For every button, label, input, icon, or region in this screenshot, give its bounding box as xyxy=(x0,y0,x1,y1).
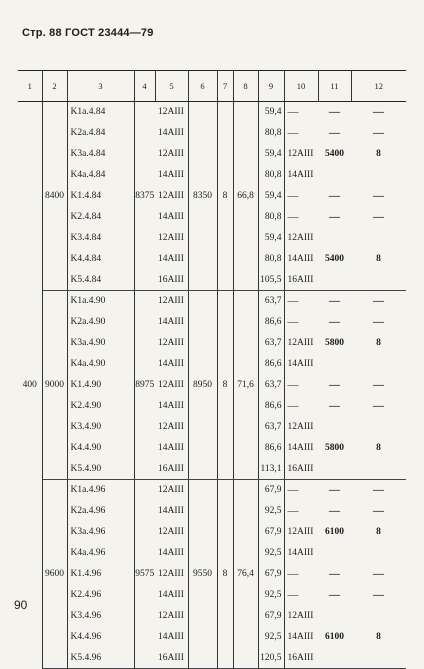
value-cell: 86,6 xyxy=(258,354,284,375)
rebar-cell: 12AIII xyxy=(155,416,188,437)
value-cell: 86,6 xyxy=(258,395,284,416)
rebar-cell: 14AIII xyxy=(155,543,188,564)
mass-cell: 76,4 xyxy=(233,480,258,669)
mark-cell: K1.4.96 xyxy=(67,564,134,585)
mark-cell: K4a.4.96 xyxy=(67,543,134,564)
mark-cell: K4a.4.90 xyxy=(67,354,134,375)
mark-cell: K1a.4.84 xyxy=(67,102,134,123)
value-cell: 80,8 xyxy=(258,248,284,269)
column-header: 7 xyxy=(217,71,233,102)
value-cell: 80,8 xyxy=(258,206,284,227)
rebar-cell: 14AIII xyxy=(155,123,188,144)
value-cell: 67,9 xyxy=(258,564,284,585)
rebar2-cell: — xyxy=(287,379,299,392)
dim2-cell: 8950 xyxy=(188,291,217,480)
dim2-cell: 8350 xyxy=(188,102,217,291)
value-cell: 105,5 xyxy=(258,269,284,290)
count2-cell: 8 xyxy=(376,527,381,538)
column-header: 5 xyxy=(155,71,188,102)
value-cell: 80,8 xyxy=(258,123,284,144)
rebar2-cell: — xyxy=(287,106,299,119)
rebar2-cell: — xyxy=(287,505,299,518)
mark-cell: K2a.4.84 xyxy=(67,123,134,144)
rebar2-cell: 14AIII xyxy=(287,170,314,181)
length2-cell: — xyxy=(329,588,340,601)
value-cell: 67,9 xyxy=(258,605,284,626)
mark-cell: K2a.4.96 xyxy=(67,501,134,522)
rebar-cell: 14AIII xyxy=(155,626,188,647)
rebar-cell: 12AIII xyxy=(155,375,188,396)
mark-cell: K5.4.96 xyxy=(67,647,134,668)
count2-cell: — xyxy=(373,190,384,202)
rebar2-cell: 12AIII xyxy=(287,338,314,349)
rebar-cell: 12AIII xyxy=(155,186,188,207)
rebar-cell: 16AIII xyxy=(155,269,188,290)
rebar-cell: 14AIII xyxy=(155,354,188,375)
length2-cell: — xyxy=(329,568,340,581)
column-header: 9 xyxy=(258,71,284,102)
count2-cell: — xyxy=(373,568,384,581)
mark-cell: K3.4.96 xyxy=(67,605,134,626)
rebar2-cell: 12AIII xyxy=(287,149,314,160)
count2-cell: 8 xyxy=(376,631,381,642)
value-cell: 86,6 xyxy=(258,437,284,458)
count2-cell xyxy=(351,543,406,564)
mark-cell: K5.4.90 xyxy=(67,458,134,479)
rebar2-cell: 16AIII xyxy=(284,269,318,290)
rebar-cell: 16AIII xyxy=(155,647,188,668)
mark-cell: K3a.4.90 xyxy=(67,333,134,354)
value-cell: 92,5 xyxy=(258,543,284,564)
rebar-cell: 14AIII xyxy=(155,206,188,227)
rebar-cell: 12AIII xyxy=(155,605,188,626)
length2-cell: 5400 xyxy=(325,149,344,160)
value-cell: 92,5 xyxy=(258,501,284,522)
value-cell: 92,5 xyxy=(258,584,284,605)
length2-cell: — xyxy=(329,190,340,202)
rebar2-cell: 14AIII xyxy=(287,442,314,453)
rebar-cell: 14AIII xyxy=(155,437,188,458)
count2-cell: — xyxy=(373,316,384,329)
count2-cell: — xyxy=(373,505,384,518)
count-cell: 8 xyxy=(217,291,233,480)
count2-cell xyxy=(351,354,406,375)
length2-cell xyxy=(318,354,351,375)
mark-cell: K4.4.90 xyxy=(67,437,134,458)
rebar-cell: 14AIII xyxy=(155,165,188,186)
specification-table xyxy=(18,70,406,669)
rebar2-cell: — xyxy=(287,316,299,329)
length2-cell xyxy=(318,165,351,186)
rebar2-cell: 12AIII xyxy=(287,610,314,621)
length2-cell: 5400 xyxy=(325,253,344,264)
count2-cell: — xyxy=(373,588,384,601)
value-cell: 86,6 xyxy=(258,312,284,333)
value-cell: 59,4 xyxy=(258,186,284,207)
length2-cell xyxy=(318,416,351,437)
length2-cell: — xyxy=(329,399,340,412)
count2-cell: 8 xyxy=(376,442,381,453)
column-header: 11 xyxy=(318,71,351,102)
count2-cell: 8 xyxy=(376,338,381,349)
column-header: 1 xyxy=(18,71,42,102)
length2-cell: — xyxy=(329,127,340,140)
rebar-cell: 14AIII xyxy=(155,312,188,333)
mark-cell: K3a.4.96 xyxy=(67,522,134,543)
count2-cell: 8 xyxy=(376,253,381,264)
count2-cell: — xyxy=(373,379,384,392)
rebar-cell: 12AIII xyxy=(155,144,188,165)
column-header: 8 xyxy=(233,71,258,102)
count2-cell xyxy=(351,647,406,668)
rebar2-cell: 14AIII xyxy=(287,359,314,370)
length2-cell: — xyxy=(329,379,340,392)
mark-cell: K1.4.84 xyxy=(67,186,134,207)
length2-cell xyxy=(318,605,351,626)
mark-cell: K3.4.90 xyxy=(67,416,134,437)
count-cell: 8 xyxy=(217,480,233,669)
count2-cell xyxy=(351,458,406,479)
rebar-cell: 16AIII xyxy=(155,458,188,479)
count2-cell: — xyxy=(373,106,384,119)
length2-cell xyxy=(318,647,351,668)
rebar-cell: 14AIII xyxy=(155,584,188,605)
length-cell: 9000 xyxy=(42,291,67,480)
rebar2-cell: 12AIII xyxy=(287,421,314,432)
column-header: 10 xyxy=(284,71,318,102)
count2-cell: 8 xyxy=(376,149,381,160)
value-cell: 113,1 xyxy=(258,458,284,479)
count-cell: 8 xyxy=(217,102,233,291)
value-cell: 63,7 xyxy=(258,333,284,354)
count2-cell xyxy=(351,165,406,186)
length2-cell xyxy=(318,458,351,479)
mark-cell: K1a.4.90 xyxy=(67,291,134,312)
length2-cell: — xyxy=(329,106,340,119)
value-cell: 59,4 xyxy=(258,144,284,165)
length2-cell: 5800 xyxy=(325,338,344,349)
count2-cell: — xyxy=(373,295,384,308)
value-cell: 59,4 xyxy=(258,227,284,248)
rebar2-cell: 16AIII xyxy=(284,647,318,668)
dim-cell: 8975 xyxy=(134,291,155,480)
rebar-cell: 12AIII xyxy=(155,227,188,248)
length2-cell: 5800 xyxy=(325,442,344,453)
rebar2-cell: 14AIII xyxy=(287,548,314,559)
rebar2-cell: — xyxy=(287,399,299,412)
table-body xyxy=(18,102,406,669)
length2-cell xyxy=(318,543,351,564)
length-cell: 9600 xyxy=(42,480,67,669)
value-cell: 92,5 xyxy=(258,626,284,647)
block-label: 400 xyxy=(18,102,42,669)
rebar2-cell: — xyxy=(287,568,299,581)
table-row xyxy=(18,291,406,312)
dim2-cell: 9550 xyxy=(188,480,217,669)
value-cell: 59,4 xyxy=(258,102,284,123)
mark-cell: K1a.4.96 xyxy=(67,480,134,501)
rebar-cell: 14AIII xyxy=(155,395,188,416)
mark-cell: K2.4.84 xyxy=(67,206,134,227)
mark-cell: K4.4.84 xyxy=(67,248,134,269)
table-row xyxy=(18,102,406,123)
value-cell: 63,7 xyxy=(258,416,284,437)
count2-cell xyxy=(351,605,406,626)
length2-cell: — xyxy=(329,295,340,308)
mark-cell: K2.4.90 xyxy=(67,395,134,416)
rebar2-cell: 12AIII xyxy=(287,232,314,243)
value-cell: 67,9 xyxy=(258,480,284,501)
column-header: 6 xyxy=(188,71,217,102)
column-header: 3 xyxy=(67,71,134,102)
length-cell: 8400 xyxy=(42,102,67,291)
mark-cell: K2a.4.90 xyxy=(67,312,134,333)
count2-cell: — xyxy=(373,210,384,223)
column-header: 12 xyxy=(351,71,406,102)
table-row xyxy=(18,480,406,501)
length2-cell: — xyxy=(329,484,340,497)
dim-cell: 8375 xyxy=(134,102,155,291)
rebar-cell: 12AIII xyxy=(155,480,188,501)
mark-cell: K2.4.96 xyxy=(67,584,134,605)
value-cell: 63,7 xyxy=(258,375,284,396)
length2-cell: — xyxy=(329,210,340,223)
rebar2-cell: — xyxy=(287,190,299,202)
rebar-cell: 14AIII xyxy=(155,248,188,269)
rebar2-cell: — xyxy=(287,210,299,223)
rebar2-cell: 12AIII xyxy=(287,527,314,538)
count2-cell xyxy=(351,227,406,248)
dim-cell: 9575 xyxy=(134,480,155,669)
rebar2-cell: — xyxy=(287,127,299,140)
rebar2-cell: 14AIII xyxy=(287,253,314,264)
rebar-cell: 12AIII xyxy=(155,522,188,543)
count2-cell xyxy=(351,269,406,290)
length2-cell: — xyxy=(329,505,340,518)
rebar-cell: 14AIII xyxy=(155,501,188,522)
length2-cell xyxy=(318,227,351,248)
length2-cell: 6100 xyxy=(325,527,344,538)
mark-cell: K5.4.84 xyxy=(67,269,134,290)
value-cell: 63,7 xyxy=(258,291,284,312)
count2-cell: — xyxy=(373,484,384,497)
rebar-cell: 12AIII xyxy=(155,291,188,312)
rebar2-cell: 16AIII xyxy=(284,458,318,479)
rebar2-cell: 14AIII xyxy=(287,631,314,642)
value-cell: 80,8 xyxy=(258,165,284,186)
length2-cell xyxy=(318,269,351,290)
mark-cell: K3a.4.84 xyxy=(67,144,134,165)
count2-cell: — xyxy=(373,399,384,412)
rebar2-cell: — xyxy=(287,484,299,497)
mark-cell: K4.4.96 xyxy=(67,626,134,647)
rebar2-cell: — xyxy=(287,588,299,601)
length2-cell: 6100 xyxy=(325,631,344,642)
rebar-cell: 12AIII xyxy=(155,564,188,585)
value-cell: 67,9 xyxy=(258,522,284,543)
column-header: 4 xyxy=(134,71,155,102)
column-header: 2 xyxy=(42,71,67,102)
page-number: 90 xyxy=(14,598,28,612)
mass-cell: 71,6 xyxy=(233,291,258,480)
mark-cell: K3.4.84 xyxy=(67,227,134,248)
mark-cell: K4a.4.84 xyxy=(67,165,134,186)
mass-cell: 66,8 xyxy=(233,102,258,291)
value-cell: 120,5 xyxy=(258,647,284,668)
length2-cell: — xyxy=(329,316,340,329)
mark-cell: K1.4.90 xyxy=(67,375,134,396)
page-header: Стр. 88 ГОСТ 23444—79 xyxy=(22,27,154,39)
rebar-cell: 12AIII xyxy=(155,333,188,354)
column-header-row xyxy=(18,71,406,102)
count2-cell: — xyxy=(373,127,384,140)
rebar2-cell: — xyxy=(287,295,299,308)
rebar-cell: 12AIII xyxy=(155,102,188,123)
count2-cell xyxy=(351,416,406,437)
